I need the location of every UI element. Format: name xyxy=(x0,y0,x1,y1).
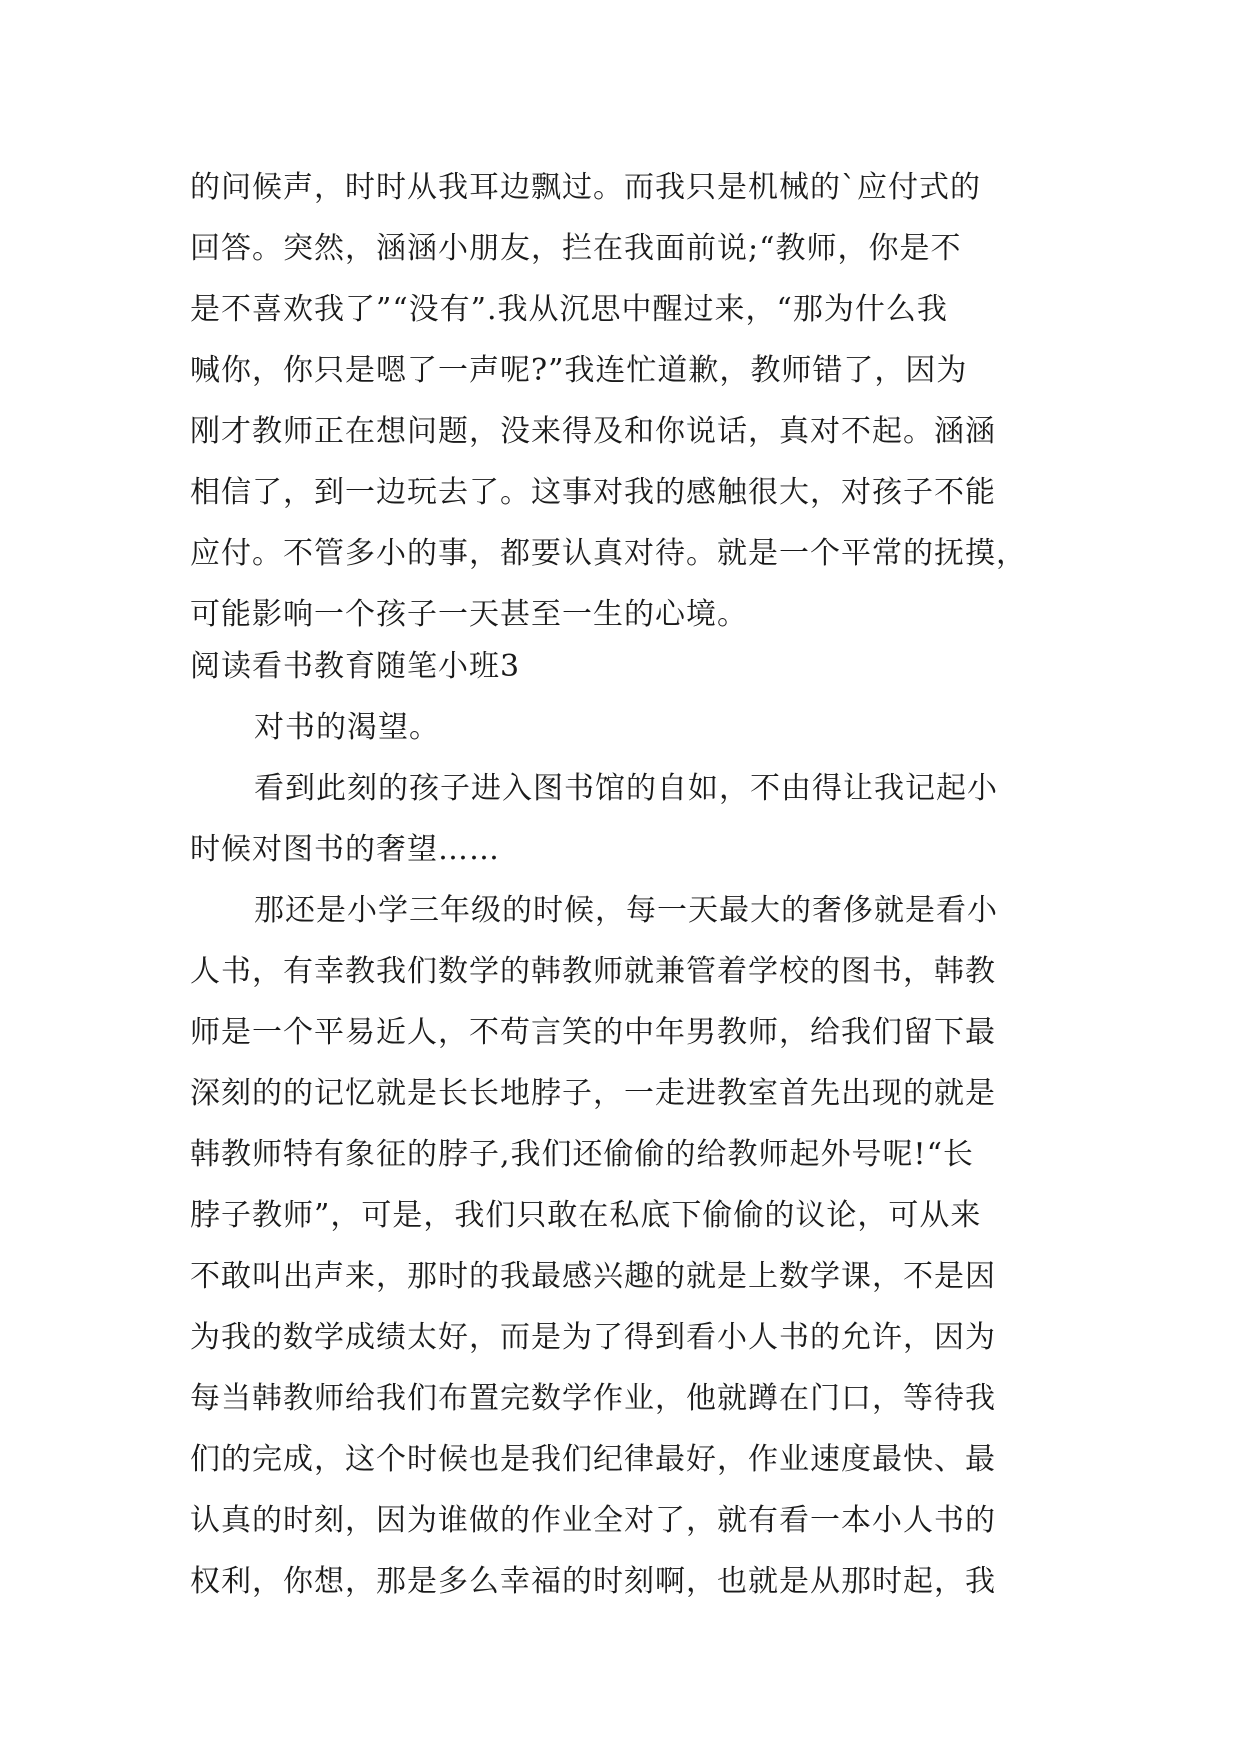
text-line: 喊你，你只是嗯了一声呢?”我连忙道歉，教师错了，因为 xyxy=(190,353,968,388)
text-line: 看到此刻的孩子进入图书馆的自如，不由得让我记起小 xyxy=(254,771,998,806)
text-line: 为我的数学成绩太好，而是为了得到看小人书的允许，因为 xyxy=(190,1320,996,1355)
text-line: 师是一个平易近人，不苟言笑的中年男教师，给我们留下最 xyxy=(190,1015,996,1050)
text-line: 可能影响一个孩子一天甚至一生的心境。 xyxy=(190,597,748,632)
text-line: 权利，你想，那是多么幸福的时刻啊，也就是从那时起，我 xyxy=(190,1564,996,1599)
text-line: 的问候声，时时从我耳边飘过。而我只是机械的`应付式的 xyxy=(190,170,981,205)
text-line: 相信了，到一边玩去了。这事对我的感触很大，对孩子不能 xyxy=(190,475,996,510)
text-line: 认真的时刻，因为谁做的作业全对了，就有看一本小人书的 xyxy=(190,1503,996,1538)
text-line: 们的完成，这个时候也是我们纪律最好，作业速度最快、最 xyxy=(190,1442,996,1477)
paragraph-top xyxy=(190,157,1048,645)
section-heading: 阅读看书教育随笔小班3 xyxy=(190,649,521,684)
text-line: 深刻的的记忆就是长长地脖子，一走进教室首先出现的就是 xyxy=(190,1076,996,1111)
text-line: 是不喜欢我了”“没有”.我从沉思中醒过来，“那为什么我 xyxy=(190,292,948,327)
text-line: 那还是小学三年级的时候，每一天最大的奢侈就是看小 xyxy=(254,893,998,928)
text-line: 每当韩教师给我们布置完数学作业，他就蹲在门口，等待我 xyxy=(190,1381,996,1416)
paragraph-bottom xyxy=(190,697,1048,1612)
text-line: 应付。不管多小的事，都要认真对待。就是一个平常的抚摸， xyxy=(190,536,1027,571)
text-line: 刚才教师正在想问题，没来得及和你说话，真对不起。涵涵 xyxy=(190,414,996,449)
text-line: 回答。突然，涵涵小朋友，拦在我面前说;“教师，你是不 xyxy=(190,231,962,266)
text-line: 人书，有幸教我们数学的韩教师就兼管着学校的图书，韩教 xyxy=(190,954,996,989)
text-line: 时候对图书的奢望…… xyxy=(190,832,500,867)
text-line: 对书的渴望。 xyxy=(254,710,440,745)
text-line: 韩教师特有象征的脖子,我们还偷偷的给教师起外号呢!“长 xyxy=(190,1137,974,1172)
text-line: 不敢叫出声来，那时的我最感兴趣的就是上数学课，不是因 xyxy=(190,1259,996,1294)
text-line: 脖子教师”，可是，我们只敢在私底下偷偷的议论，可从来 xyxy=(190,1198,982,1233)
